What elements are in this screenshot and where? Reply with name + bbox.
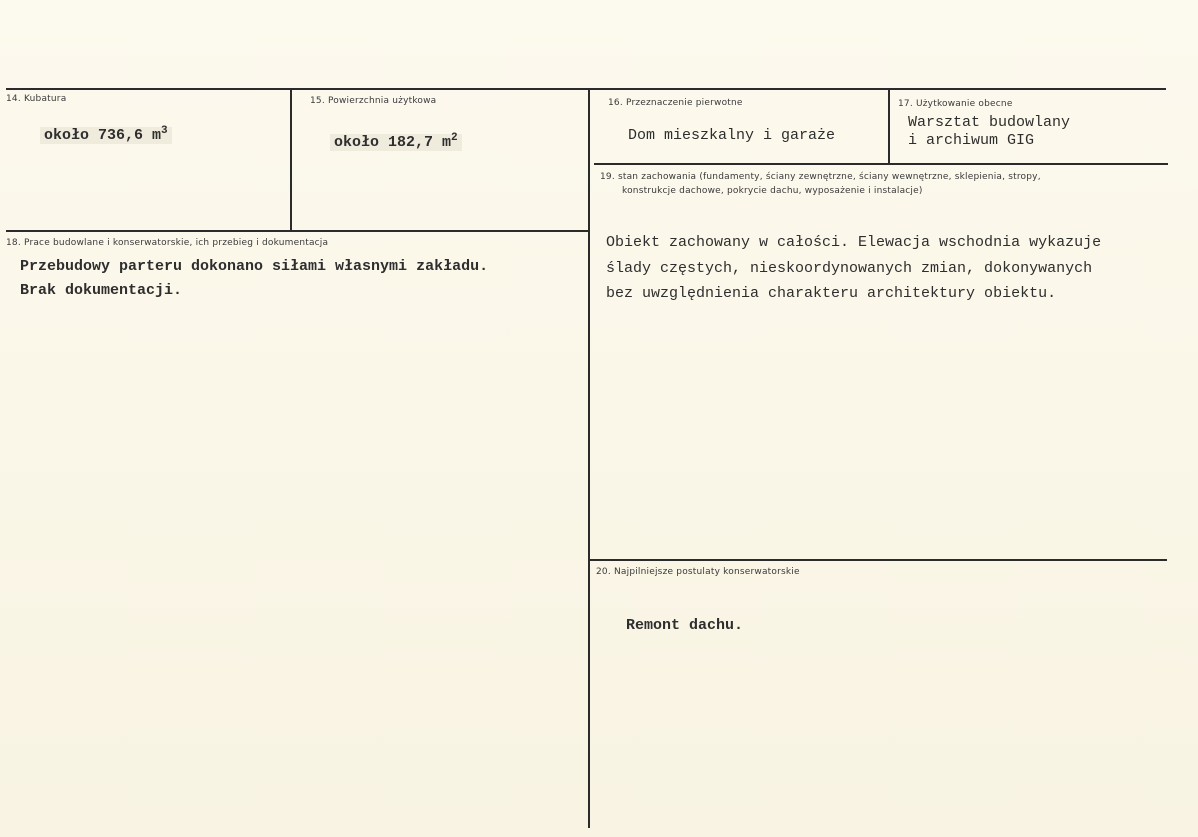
field-19-line-2: ślady częstych, nieskoordynowanych zmian, dokonywanych xyxy=(606,260,1093,277)
field-19-label-line-2: konstrukcje dachowe, pokrycie dachu, wyposażenie i instalacje) xyxy=(622,186,923,196)
field-16-label: 16. Przeznaczenie pierwotne xyxy=(608,98,743,108)
field-20-value: Remont dachu. xyxy=(626,617,744,634)
divider-16-17 xyxy=(888,90,890,164)
field-15-label: 15. Powierzchnia użytkowa xyxy=(310,96,437,106)
top-rule xyxy=(6,88,1166,90)
field-19-line-3: bez uwzględnienia charakteru architektury obiektu. xyxy=(606,285,1057,302)
rule-above-20 xyxy=(590,559,1167,561)
field-18-line-2: Brak dokumentacji. xyxy=(20,282,183,299)
field-17-label: 17. Użytkowanie obecne xyxy=(898,99,1013,109)
field-14-exponent: 3 xyxy=(161,125,168,137)
field-19-label-line-1: 19. stan zachowania (fundamenty, ściany zewnętrzne, ściany wewnętrzne, sklepienia, stropy, xyxy=(600,172,1041,182)
field-14-value-text: około 736,6 m xyxy=(44,127,162,144)
field-14-label: 14. Kubatura xyxy=(6,94,67,104)
rule-under-14-15 xyxy=(6,230,590,232)
field-15-value-text: około 182,7 m xyxy=(334,134,452,151)
field-17-line-1: Warsztat budowlany xyxy=(908,114,1071,131)
field-17-line-2: i archiwum GIG xyxy=(908,132,1035,149)
field-20-label: 20. Najpilniejsze postulaty konserwatorskie xyxy=(596,567,800,577)
divider-14-15 xyxy=(290,88,292,232)
field-19-line-1: Obiekt zachowany w całości. Elewacja wschodnia wykazuje xyxy=(606,234,1102,251)
field-15-value xyxy=(330,131,462,155)
divider-main xyxy=(588,88,590,828)
rule-under-16-17 xyxy=(594,163,1168,165)
field-18-label: 18. Prace budowlane i konserwatorskie, ich przebieg i dokumentacja xyxy=(6,238,329,248)
field-16-value: Dom mieszkalny i garaże xyxy=(628,127,836,144)
field-18-line-1: Przebudowy parteru dokonano siłami własnymi zakładu. xyxy=(20,258,489,275)
field-15-exponent: 2 xyxy=(451,132,458,144)
field-14-value xyxy=(40,124,172,148)
